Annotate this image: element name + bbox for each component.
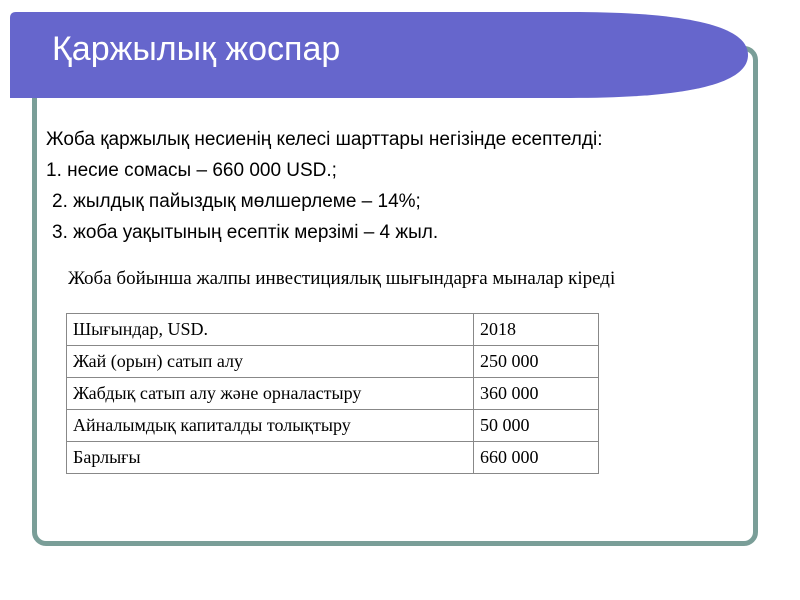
header-cell-year: 2018 xyxy=(474,314,599,346)
row-value: 360 000 xyxy=(474,378,599,410)
row-label: Жай (орын) сатып алу xyxy=(67,346,474,378)
row-value: 250 000 xyxy=(474,346,599,378)
total-value: 660 000 xyxy=(474,442,599,474)
total-label: Барлығы xyxy=(67,442,474,474)
row-value: 50 000 xyxy=(474,410,599,442)
table-caption: Жоба бойынша жалпы инвестициялық шығындарға мыналар кіреді xyxy=(68,268,616,289)
investment-table xyxy=(66,313,599,474)
row-label: Айналымдық капиталды толықтыру xyxy=(67,410,474,442)
loan-term-amount: 1. несие сомасы – 660 000 USD.; xyxy=(46,160,337,181)
slide-title: Қаржылық жоспар xyxy=(52,30,341,68)
table-row xyxy=(67,346,599,378)
table-total-row xyxy=(67,442,599,474)
loan-term-rate: 2. жылдық пайыздық мөлшерлеме – 14%; xyxy=(52,191,421,212)
header-cell-costs: Шығындар, USD. xyxy=(67,314,474,346)
table-row xyxy=(67,410,599,442)
table-row xyxy=(67,378,599,410)
row-label: Жабдық сатып алу және орналастыру xyxy=(67,378,474,410)
table-header-row xyxy=(67,314,599,346)
loan-terms-intro: Жоба қаржылық несиенің келесі шарттары негізінде есептелді: xyxy=(46,129,603,150)
loan-terms xyxy=(46,124,746,248)
loan-term-period: 3. жоба уақытының есептік мерзімі – 4 жыл. xyxy=(52,222,439,243)
